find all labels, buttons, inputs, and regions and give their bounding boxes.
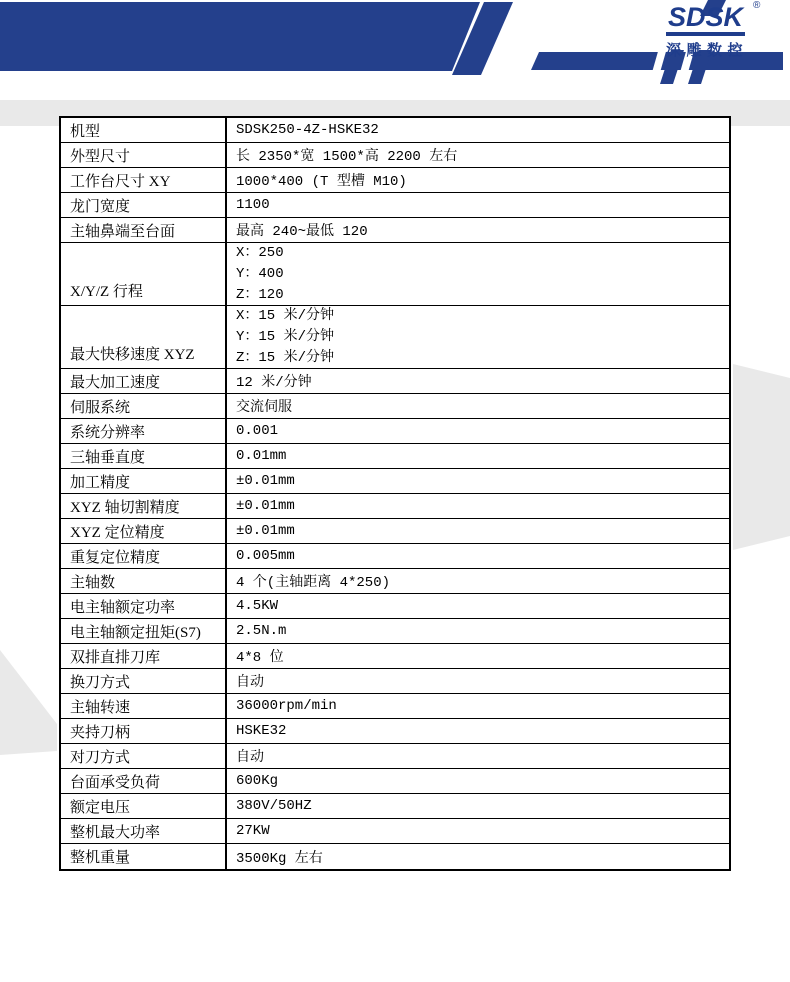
- param-label: 最大加工速度: [61, 369, 227, 393]
- param-value: 3500Kg 左右: [236, 850, 323, 867]
- table-row: [61, 819, 729, 844]
- table-row: [61, 644, 729, 669]
- param-label: 机型: [61, 118, 227, 142]
- logo-text: SDSK: [668, 2, 744, 32]
- param-label: XYZ 轴切割精度: [61, 494, 227, 518]
- table-row: [61, 419, 729, 444]
- param-value-line: Z：15 米/分钟: [236, 349, 335, 366]
- param-value-line: Y：15 米/分钟: [236, 328, 335, 345]
- table-row: [61, 744, 729, 769]
- table-row: [61, 519, 729, 544]
- param-label: 系统分辨率: [61, 419, 227, 443]
- param-label: 主轴转速: [61, 694, 227, 718]
- param-value: 12 米/分钟: [236, 375, 312, 391]
- table-row: [61, 794, 729, 819]
- param-label: 台面承受负荷: [61, 769, 227, 793]
- table-row: [61, 669, 729, 694]
- parameters-table: [59, 116, 731, 871]
- param-label: 夹持刀柄: [61, 719, 227, 743]
- param-label: 额定电压: [61, 794, 227, 818]
- param-label: 外型尺寸: [61, 143, 227, 167]
- left-edge-decor: [0, 640, 57, 755]
- param-value-line: X：15 米/分钟: [236, 307, 335, 324]
- param-value: 380V/50HZ: [236, 798, 312, 814]
- param-label: XYZ 定位精度: [61, 519, 227, 543]
- param-value: 长 2350*宽 1500*高 2200 左右: [236, 149, 458, 165]
- param-value: 4 个(主轴距离 4*250): [236, 575, 391, 591]
- param-value: ±0.01mm: [236, 498, 295, 514]
- param-label: 重复定位精度: [61, 544, 227, 568]
- param-label: 整机最大功率: [61, 819, 227, 843]
- table-row: [61, 544, 729, 569]
- table-row: [61, 619, 729, 644]
- table-row: [61, 369, 729, 394]
- param-label: X/Y/Z 行程: [61, 243, 227, 305]
- param-value-line: Z：120: [236, 286, 284, 303]
- table-row: [61, 306, 729, 369]
- table-row: [61, 694, 729, 719]
- param-label: 双排直排刀库: [61, 644, 227, 668]
- param-label: 龙门宽度: [61, 193, 227, 217]
- param-value: ±0.01mm: [236, 473, 295, 489]
- param-value: 4*8 位: [236, 650, 284, 666]
- param-label: 对刀方式: [61, 744, 227, 768]
- param-value: 0.001: [236, 423, 279, 439]
- table-row: [61, 444, 729, 469]
- registered-trademark-icon: ®: [753, 0, 761, 11]
- param-label: 最大快移速度 XYZ: [61, 306, 227, 368]
- header-banner: [0, 2, 480, 71]
- param-label: 整机重量: [61, 844, 227, 869]
- logo-subtitle: 深雕数控: [666, 43, 749, 59]
- param-value: 4.5KW: [236, 598, 279, 614]
- param-value: 自动: [236, 675, 264, 691]
- param-value: 自动: [236, 750, 264, 766]
- param-label: 三轴垂直度: [61, 444, 227, 468]
- table-row: [61, 143, 729, 168]
- param-value-line: X：250: [236, 244, 284, 261]
- table-row: [61, 469, 729, 494]
- table-row: [61, 844, 729, 869]
- param-label: 主轴数: [61, 569, 227, 593]
- table-row: [61, 719, 729, 744]
- param-label: 电主轴额定扭矩(S7): [61, 619, 227, 643]
- param-value: 1000*400 (T 型槽 M10): [236, 174, 407, 190]
- right-edge-decor: [733, 364, 790, 552]
- param-value: 交流伺服: [236, 400, 292, 416]
- param-value: 2.5N.m: [236, 623, 287, 639]
- param-value: 最高 240~最低 120: [236, 224, 368, 240]
- param-value: 1100: [236, 197, 270, 213]
- param-label: 伺服系统: [61, 394, 227, 418]
- param-value: 0.01mm: [236, 448, 287, 464]
- logo-wordmark: [666, 0, 761, 36]
- param-label: 换刀方式: [61, 669, 227, 693]
- param-value: 36000rpm/min: [236, 698, 337, 714]
- param-label: 工作台尺寸 XY: [61, 168, 227, 192]
- table-row: [61, 218, 729, 243]
- param-value: 27KW: [236, 823, 270, 839]
- table-row: [61, 243, 729, 306]
- table-row: [61, 494, 729, 519]
- table-row: [61, 594, 729, 619]
- table-row: [61, 168, 729, 193]
- table-row: [61, 394, 729, 419]
- param-label: 主轴鼻端至台面: [61, 218, 227, 242]
- param-label: 电主轴额定功率: [61, 594, 227, 618]
- param-value: 600Kg: [236, 773, 279, 789]
- param-value: SDSK250-4Z-HSKE32: [236, 122, 379, 138]
- param-label: 加工精度: [61, 469, 227, 493]
- param-value-line: Y：400: [236, 265, 284, 282]
- param-value: [227, 306, 729, 368]
- table-row: [61, 193, 729, 218]
- table-row: [61, 769, 729, 794]
- param-value: ±0.01mm: [236, 523, 295, 539]
- brand-logo: [666, 0, 762, 60]
- param-value: HSKE32: [236, 723, 287, 739]
- param-value: 0.005mm: [236, 548, 295, 564]
- table-row: [61, 569, 729, 594]
- param-value: [227, 243, 729, 305]
- table-row: [61, 118, 729, 143]
